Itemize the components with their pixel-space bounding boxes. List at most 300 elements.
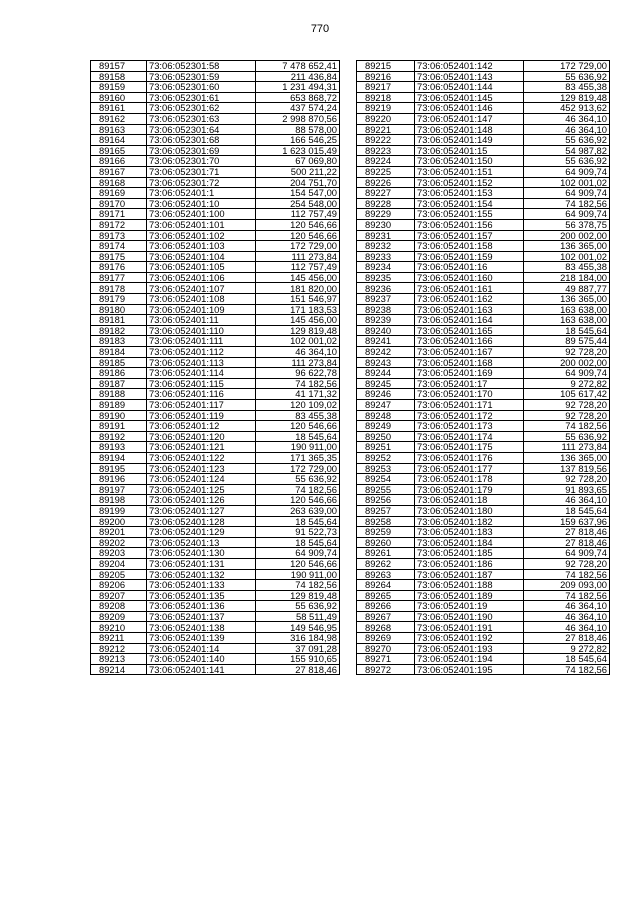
cadastral-number-cell: 73:06:052301:62 [147,103,256,114]
cadastral-value-cell: 112 757,49 [256,262,340,273]
cadastral-number-cell: 73:06:052401:192 [415,633,524,644]
row-number-cell: 89234 [357,262,415,273]
cadastral-number-cell: 73:06:052401:176 [415,452,524,463]
registry-table-left [90,60,340,675]
row-number-cell: 89204 [91,558,147,569]
table-row [357,113,610,124]
table-row [91,474,340,485]
cadastral-number-cell: 73:06:052401:18 [415,495,524,506]
row-number-cell: 89201 [91,527,147,538]
cadastral-number-cell: 73:06:052401:177 [415,463,524,474]
row-number-cell: 89266 [357,601,415,612]
cadastral-number-cell: 73:06:052401:102 [147,230,256,241]
cadastral-value-cell: 120 546,66 [256,219,340,230]
cadastral-number-cell: 73:06:052401:179 [415,484,524,495]
cadastral-value-cell: 64 909,74 [524,209,610,220]
cadastral-value-cell: 91 522,73 [256,527,340,538]
row-number-cell: 89232 [357,241,415,252]
row-number-cell: 89213 [91,654,147,665]
table-row [357,569,610,580]
row-number-cell: 89196 [91,474,147,485]
table-row [357,474,610,485]
table-row [357,82,610,93]
row-number-cell: 89227 [357,188,415,199]
cadastral-value-cell: 190 911,00 [256,442,340,453]
cadastral-value-cell: 92 728,20 [524,400,610,411]
row-number-cell: 89217 [357,82,415,93]
row-number-cell: 89170 [91,198,147,209]
row-number-cell: 89183 [91,336,147,347]
cadastral-number-cell: 73:06:052401:130 [147,548,256,559]
table-row [357,442,610,453]
cadastral-number-cell: 73:06:052401:146 [415,103,524,114]
table-row [357,177,610,188]
cadastral-value-cell: 41 171,32 [256,389,340,400]
row-number-cell: 89218 [357,92,415,103]
cadastral-value-cell: 7 478 652,41 [256,61,340,72]
row-number-cell: 89175 [91,251,147,262]
cadastral-value-cell: 172 729,00 [256,241,340,252]
row-number-cell: 89258 [357,516,415,527]
cadastral-value-cell: 74 182,56 [524,198,610,209]
cadastral-number-cell: 73:06:052401:142 [415,61,524,72]
table-row [91,378,340,389]
cadastral-number-cell: 73:06:052401:153 [415,188,524,199]
table-row [91,325,340,336]
row-number-cell: 89225 [357,166,415,177]
table-row [357,431,610,442]
table-row [357,580,610,591]
table-row [91,569,340,580]
table-row [357,622,610,633]
cadastral-value-cell: 136 365,00 [524,294,610,305]
cadastral-number-cell: 73:06:052401:11 [147,315,256,326]
cadastral-number-cell: 73:06:052401:124 [147,474,256,485]
row-number-cell: 89165 [91,145,147,156]
cadastral-value-cell: 27 818,46 [524,527,610,538]
cadastral-value-cell: 149 546,95 [256,622,340,633]
table-row [357,463,610,474]
cadastral-number-cell: 73:06:052401:170 [415,389,524,400]
row-number-cell: 89236 [357,283,415,294]
table-row [91,654,340,665]
cadastral-value-cell: 111 273,84 [524,442,610,453]
cadastral-number-cell: 73:06:052401:144 [415,82,524,93]
row-number-cell: 89171 [91,209,147,220]
cadastral-value-cell: 190 911,00 [256,569,340,580]
row-number-cell: 89250 [357,431,415,442]
cadastral-number-cell: 73:06:052301:72 [147,177,256,188]
table-row [357,400,610,411]
table-row [357,643,610,654]
cadastral-number-cell: 73:06:052401:154 [415,198,524,209]
cadastral-number-cell: 73:06:052401:128 [147,516,256,527]
cadastral-number-cell: 73:06:052401:12 [147,421,256,432]
cadastral-number-cell: 73:06:052401:104 [147,251,256,262]
cadastral-number-cell: 73:06:052401:116 [147,389,256,400]
cadastral-value-cell: 137 819,56 [524,463,610,474]
table-row [91,537,340,548]
table-row [91,548,340,559]
cadastral-number-cell: 73:06:052401:165 [415,325,524,336]
table-row [91,421,340,432]
cadastral-value-cell: 96 622,78 [256,368,340,379]
cadastral-value-cell: 54 987,82 [524,145,610,156]
row-number-cell: 89267 [357,611,415,622]
table-row [91,611,340,622]
cadastral-value-cell: 46 364,10 [524,124,610,135]
cadastral-number-cell: 73:06:052401:150 [415,156,524,167]
cadastral-value-cell: 102 001,02 [524,177,610,188]
row-number-cell: 89262 [357,558,415,569]
cadastral-value-cell: 46 364,10 [524,622,610,633]
row-number-cell: 89219 [357,103,415,114]
cadastral-number-cell: 73:06:052401:185 [415,548,524,559]
cadastral-number-cell: 73:06:052401:149 [415,135,524,146]
table-row [91,410,340,421]
table-row [91,241,340,252]
row-number-cell: 89231 [357,230,415,241]
row-number-cell: 89226 [357,177,415,188]
cadastral-value-cell: 83 455,38 [256,410,340,421]
cadastral-number-cell: 73:06:052401:101 [147,219,256,230]
cadastral-value-cell: 18 545,64 [524,325,610,336]
cadastral-number-cell: 73:06:052401:127 [147,505,256,516]
row-number-cell: 89221 [357,124,415,135]
cadastral-value-cell: 55 636,92 [524,156,610,167]
cadastral-value-cell: 92 728,20 [524,558,610,569]
row-number-cell: 89243 [357,357,415,368]
cadastral-number-cell: 73:06:052401:194 [415,654,524,665]
cadastral-number-cell: 73:06:052401:166 [415,336,524,347]
table-row [357,283,610,294]
table-row [357,357,610,368]
row-number-cell: 89261 [357,548,415,559]
table-row [91,209,340,220]
cadastral-value-cell: 1 231 494,31 [256,82,340,93]
cadastral-value-cell: 218 184,00 [524,272,610,283]
cadastral-number-cell: 73:06:052401:137 [147,611,256,622]
cadastral-value-cell: 67 069,80 [256,156,340,167]
cadastral-number-cell: 73:06:052401:195 [415,664,524,675]
table-row [91,516,340,527]
cadastral-number-cell: 73:06:052401:112 [147,347,256,358]
row-number-cell: 89239 [357,315,415,326]
cadastral-value-cell: 83 455,38 [524,82,610,93]
cadastral-value-cell: 46 364,10 [524,113,610,124]
row-number-cell: 89207 [91,590,147,601]
cadastral-number-cell: 73:06:052401:135 [147,590,256,601]
cadastral-number-cell: 73:06:052401:163 [415,304,524,315]
row-number-cell: 89233 [357,251,415,262]
row-number-cell: 89181 [91,315,147,326]
table-row [357,219,610,230]
cadastral-value-cell: 74 182,56 [524,590,610,601]
cadastral-number-cell: 73:06:052401:168 [415,357,524,368]
table-row [357,336,610,347]
cadastral-value-cell: 209 093,00 [524,580,610,591]
cadastral-number-cell: 73:06:052401:15 [415,145,524,156]
row-number-cell: 89214 [91,664,147,675]
table-row [91,505,340,516]
cadastral-value-cell: 49 887,77 [524,283,610,294]
cadastral-value-cell: 74 182,56 [524,664,610,675]
row-number-cell: 89228 [357,198,415,209]
table-row [91,580,340,591]
row-number-cell: 89197 [91,484,147,495]
table-row [91,219,340,230]
cadastral-value-cell: 9 272,82 [524,378,610,389]
cadastral-value-cell: 163 638,00 [524,315,610,326]
table-row [357,452,610,463]
row-number-cell: 89210 [91,622,147,633]
row-number-cell: 89167 [91,166,147,177]
row-number-cell: 89158 [91,71,147,82]
cadastral-number-cell: 73:06:052401:184 [415,537,524,548]
cadastral-number-cell: 73:06:052401:138 [147,622,256,633]
cadastral-value-cell: 74 182,56 [524,421,610,432]
row-number-cell: 89159 [91,82,147,93]
row-number-cell: 89257 [357,505,415,516]
cadastral-number-cell: 73:06:052301:59 [147,71,256,82]
row-number-cell: 89265 [357,590,415,601]
cadastral-number-cell: 73:06:052401:182 [415,516,524,527]
table-row [357,590,610,601]
row-number-cell: 89224 [357,156,415,167]
row-number-cell: 89189 [91,400,147,411]
cadastral-number-cell: 73:06:052401:121 [147,442,256,453]
cadastral-number-cell: 73:06:052401:157 [415,230,524,241]
cadastral-value-cell: 2 998 870,56 [256,113,340,124]
table-row [357,410,610,421]
cadastral-number-cell: 73:06:052401:107 [147,283,256,294]
cadastral-value-cell: 120 546,66 [256,230,340,241]
cadastral-value-cell: 105 617,42 [524,389,610,400]
row-number-cell: 89271 [357,654,415,665]
cadastral-number-cell: 73:06:052401:143 [415,71,524,82]
row-number-cell: 89216 [357,71,415,82]
cadastral-number-cell: 73:06:052401:187 [415,569,524,580]
cadastral-value-cell: 64 909,74 [524,188,610,199]
cadastral-number-cell: 73:06:052401:191 [415,622,524,633]
row-number-cell: 89200 [91,516,147,527]
table-row [91,368,340,379]
cadastral-number-cell: 73:06:052401:125 [147,484,256,495]
cadastral-value-cell: 56 378,75 [524,219,610,230]
table-row [91,230,340,241]
registry-table-right [356,60,610,675]
cadastral-number-cell: 73:06:052301:60 [147,82,256,93]
cadastral-value-cell: 163 638,00 [524,304,610,315]
cadastral-value-cell: 653 868,72 [256,92,340,103]
table-row [91,135,340,146]
table-row [91,643,340,654]
table-row [357,262,610,273]
row-number-cell: 89182 [91,325,147,336]
row-number-cell: 89270 [357,643,415,654]
cadastral-number-cell: 73:06:052401:175 [415,442,524,453]
row-number-cell: 89187 [91,378,147,389]
cadastral-value-cell: 64 909,74 [524,548,610,559]
row-number-cell: 89240 [357,325,415,336]
row-number-cell: 89203 [91,548,147,559]
cadastral-value-cell: 46 364,10 [524,495,610,506]
table-row [91,283,340,294]
cadastral-number-cell: 73:06:052401:126 [147,495,256,506]
row-number-cell: 89188 [91,389,147,400]
cadastral-number-cell: 73:06:052401:178 [415,474,524,485]
row-number-cell: 89252 [357,452,415,463]
table-row [357,230,610,241]
cadastral-number-cell: 73:06:052401:1 [147,188,256,199]
cadastral-value-cell: 102 001,02 [524,251,610,262]
cadastral-value-cell: 27 818,46 [524,633,610,644]
row-number-cell: 89157 [91,61,147,72]
cadastral-value-cell: 9 272,82 [524,643,610,654]
row-number-cell: 89192 [91,431,147,442]
table-row [357,601,610,612]
row-number-cell: 89208 [91,601,147,612]
table-row [91,272,340,283]
cadastral-number-cell: 73:06:052401:188 [415,580,524,591]
cadastral-number-cell: 73:06:052401:108 [147,294,256,305]
table-row [357,135,610,146]
cadastral-number-cell: 73:06:052301:71 [147,166,256,177]
cadastral-value-cell: 159 637,96 [524,516,610,527]
table-row [91,633,340,644]
table-row [91,145,340,156]
cadastral-number-cell: 73:06:052401:19 [415,601,524,612]
cadastral-value-cell: 74 182,56 [256,378,340,389]
table-row [357,654,610,665]
table-row [357,145,610,156]
table-row [91,463,340,474]
cadastral-value-cell: 64 909,74 [256,548,340,559]
table-row [357,272,610,283]
row-number-cell: 89199 [91,505,147,516]
cadastral-value-cell: 204 751,70 [256,177,340,188]
cadastral-value-cell: 18 545,64 [256,516,340,527]
cadastral-value-cell: 18 545,64 [524,505,610,516]
row-number-cell: 89173 [91,230,147,241]
table-row [91,664,340,675]
cadastral-number-cell: 73:06:052301:70 [147,156,256,167]
cadastral-value-cell: 58 511,49 [256,611,340,622]
row-number-cell: 89180 [91,304,147,315]
cadastral-number-cell: 73:06:052401:155 [415,209,524,220]
table-row [357,633,610,644]
table-row [357,347,610,358]
cadastral-value-cell: 112 757,49 [256,209,340,220]
table-row [91,294,340,305]
table-row [357,516,610,527]
cadastral-number-cell: 73:06:052401:17 [415,378,524,389]
cadastral-value-cell: 136 365,00 [524,241,610,252]
cadastral-number-cell: 73:06:052401:161 [415,283,524,294]
row-number-cell: 89237 [357,294,415,305]
cadastral-value-cell: 92 728,20 [524,410,610,421]
table-row [91,622,340,633]
cadastral-value-cell: 92 728,20 [524,347,610,358]
cadastral-value-cell: 120 546,66 [256,558,340,569]
table-row [357,664,610,675]
row-number-cell: 89247 [357,400,415,411]
cadastral-number-cell: 73:06:052401:105 [147,262,256,273]
row-number-cell: 89186 [91,368,147,379]
table-row [357,156,610,167]
table-row [357,124,610,135]
row-number-cell: 89241 [357,336,415,347]
table-row [357,325,610,336]
cadastral-number-cell: 73:06:052401:123 [147,463,256,474]
cadastral-value-cell: 500 211,22 [256,166,340,177]
cadastral-number-cell: 73:06:052401:190 [415,611,524,622]
cadastral-number-cell: 73:06:052401:148 [415,124,524,135]
cadastral-number-cell: 73:06:052401:16 [415,262,524,273]
row-number-cell: 89198 [91,495,147,506]
cadastral-number-cell: 73:06:052401:133 [147,580,256,591]
row-number-cell: 89272 [357,664,415,675]
cadastral-number-cell: 73:06:052301:69 [147,145,256,156]
cadastral-value-cell: 91 893,65 [524,484,610,495]
cadastral-value-cell: 166 546,25 [256,135,340,146]
cadastral-number-cell: 73:06:052401:164 [415,315,524,326]
cadastral-value-cell: 18 545,64 [256,431,340,442]
cadastral-value-cell: 171 365,35 [256,452,340,463]
cadastral-value-cell: 136 365,00 [524,452,610,463]
cadastral-number-cell: 73:06:052401:115 [147,378,256,389]
row-number-cell: 89269 [357,633,415,644]
cadastral-value-cell: 452 913,62 [524,103,610,114]
cadastral-number-cell: 73:06:052401:167 [415,347,524,358]
cadastral-number-cell: 73:06:052301:63 [147,113,256,124]
cadastral-value-cell: 172 729,00 [256,463,340,474]
row-number-cell: 89191 [91,421,147,432]
cadastral-number-cell: 73:06:052401:169 [415,368,524,379]
cadastral-number-cell: 73:06:052401:151 [415,166,524,177]
table-row [357,389,610,400]
cadastral-value-cell: 200 002,00 [524,230,610,241]
row-number-cell: 89259 [357,527,415,538]
table-row [357,103,610,114]
table-row [357,315,610,326]
table-row [91,188,340,199]
table-row [91,527,340,538]
table-row [91,92,340,103]
cadastral-value-cell: 74 182,56 [256,580,340,591]
cadastral-number-cell: 73:06:052401:114 [147,368,256,379]
table-row [91,113,340,124]
cadastral-value-cell: 37 091,28 [256,643,340,654]
cadastral-number-cell: 73:06:052401:174 [415,431,524,442]
row-number-cell: 89244 [357,368,415,379]
table-row [91,431,340,442]
cadastral-value-cell: 83 455,38 [524,262,610,273]
row-number-cell: 89248 [357,410,415,421]
cadastral-number-cell: 73:06:052401:131 [147,558,256,569]
table-row [91,61,340,72]
cadastral-number-cell: 73:06:052401:117 [147,400,256,411]
cadastral-value-cell: 120 546,66 [256,495,340,506]
cadastral-value-cell: 74 182,56 [256,484,340,495]
row-number-cell: 89174 [91,241,147,252]
row-number-cell: 89169 [91,188,147,199]
row-number-cell: 89256 [357,495,415,506]
table-row [91,124,340,135]
cadastral-number-cell: 73:06:052401:111 [147,336,256,347]
cadastral-value-cell: 1 623 015,49 [256,145,340,156]
table-row [91,590,340,601]
